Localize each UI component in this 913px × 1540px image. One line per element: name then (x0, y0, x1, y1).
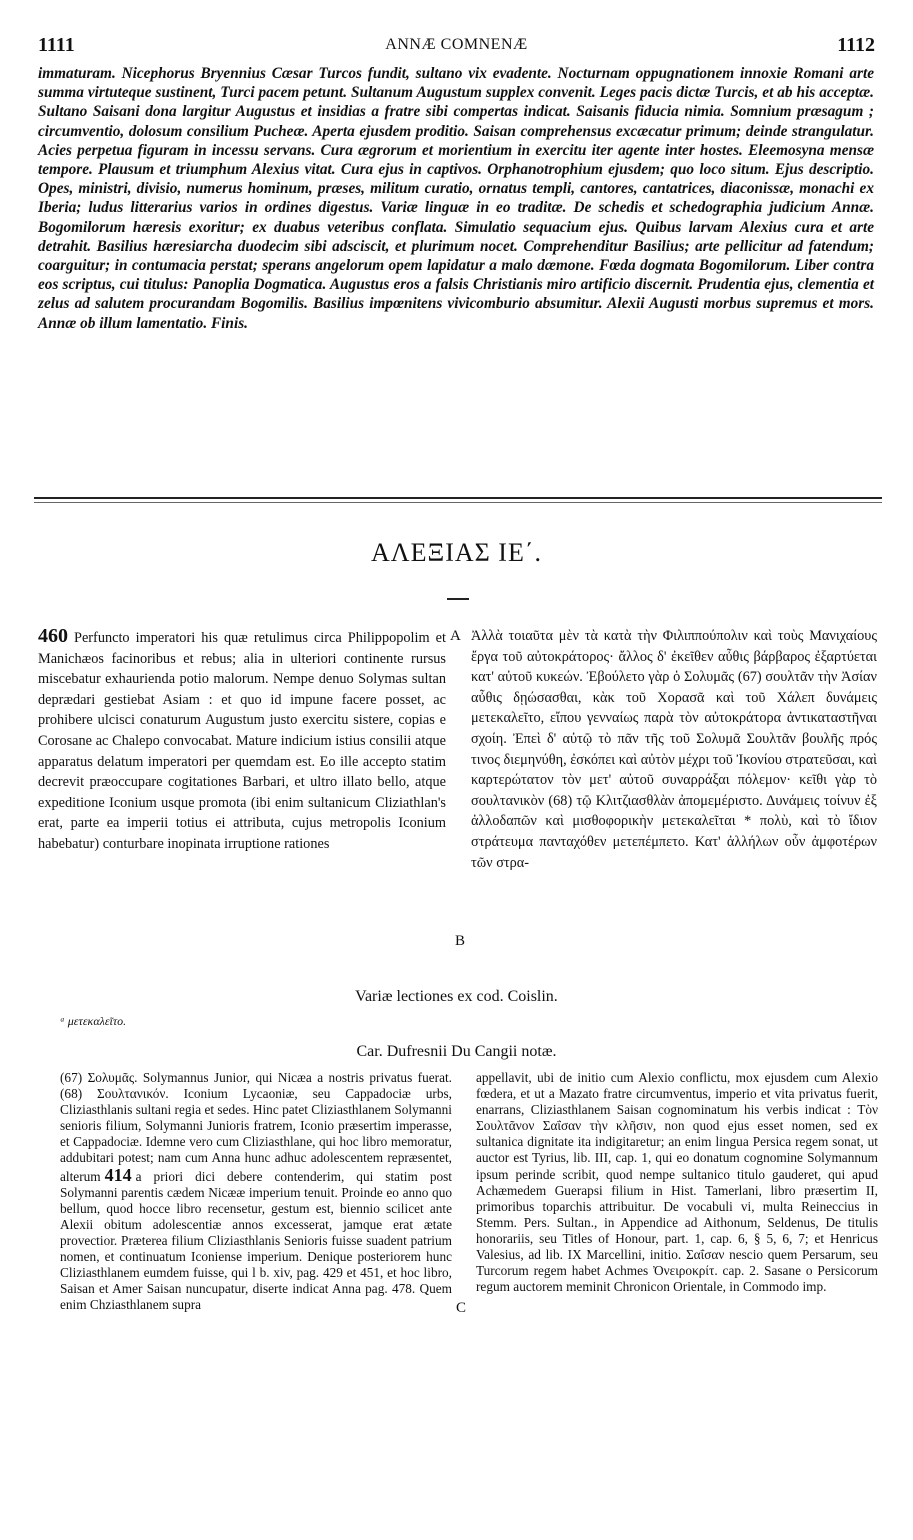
chapter-summary: immaturam. Nicephorus Bryennius Cæsar Turcos fundit, sultano vix evadente. Nocturnam oppugnationem innoxie Romani arte summa virtuteque sustinent, Turci pacem petunt. Sultanum Augustum supplex convenit. Leges pacis dictæ Turcis, et ab his acceptæ. Sultano Saisani dona largitur Augustus et insidias a fratre sibi compertas indicat. Saisanis fiducia nimia. Somnium præsagum ; circumventio, dolosum consilium Pucheæ. Aperta ejusdem proditio. Saisan comprehensus excæcatur primum; deinde strangulatur. Acies perpetua figuram in incessu servans. Cura ægrorum et morientium in exercitu iter agente inter hostes. Eleemosyna mensæ tempore. Plausum et triumphum Alexius vitat. Cura ejus in captivos. Orphanotrophium ejusdem; quo loco situm. Ejus descriptio. Opes, ministri, divisio, numerus hominum, præses, militum curatio, ornatus templi, cantores, cantatrices, diaconissæ, monachi ex Iberia; ludus litterarius varios in ordines digestus. Variæ linguæ in eo traditæ. De schedis et schedographia judicium Annæ. Bogomilorum hæresis exoritur; ex duabus veteribus conflata. Simulatio sequacium ejus. Quibus larvam Alexius cura et arte detrahit. Basilius hæresiarcha duodecim sibi adsciscit, et plurimum nocet. Comprehenditur Basilius; arte pellicitur ad fatendum; coarguitur; in contumacia perstat; sperans angelorum opem lapidatur a malo dæmone. Fœda dogmata Bogomilorum. Liber contra eos scriptus, cui titulus: Panoplia Dogmatica. Augustus eros a falsis Christianis miro artificio discernit. Prudentia ejus, clementia et zelus ad salutem procurandam Bogomilis. Basilius impœnitens vivicomburio absumitur. Alexii Augusti morbus supremus et mors. Annæ ob illum lamentatio. Finis. (38, 65, 874, 332)
margin-letter-a: A (450, 628, 461, 644)
column-number-460: 460 (38, 625, 68, 647)
margin-letter-b: B (455, 933, 466, 949)
book-title: ΑΛΕΞΙΑΣ ΙΕ΄. (371, 538, 542, 567)
running-header (38, 34, 875, 56)
variae-lectiones-title: Variæ lectiones ex cod. Coislin. (355, 988, 558, 1005)
section-rule-thin (34, 502, 882, 503)
notes-left-part-1: (67) Σολυμᾶς. Solymannus Junior, qui Nicæa a nostris privatus fuerat. (68) Σουλτανικόν. Iconium Lycaoniæ, seu Cappadociæ urbs, Cliziasthlanis sultani regia et sedes. Hinc patet Cliziasthlanem Solymanni senioris filium, Solymanni Junioris fratrem, Iconio præsertim imperasse, et Cappadociæ. Idemne vero cum Cliziasthlane, qui hoc libro memoratur, addubitari potest; nam cum Anna hunc adhuc adolescentem repræsentet, alterum (60, 1070, 452, 1184)
notes-left-part-2: a priori dici debere contenderim, qui statim post Solymanni parentis cædem Nicææ imperium tenuit. Proinde eo anno quo bellum, quod hocce libro recensetur, gestum est, biennio scilicet ante Alexii obitum adolescentiæ annos excesserat, jamque erat ætate provectior. Præterea filium Cliziasthlanis Senioris fuisse suadent patrium nomen, et continuatum Iconiense imperium. Denique posteriorem hunc Cliziasthlanem eumdem fuisse, qui l b. xiv, pag. 429 et 451, et hoc libro, Saisan et Amer Saisan nuncupatur, diserte indicat Anna pag. 478. Quem enim Chziasthlanem supra (60, 1168, 452, 1313)
section-rule (34, 497, 882, 499)
variae-lectiones-note: ᵃ μετεκαλεῖτο. (60, 1014, 127, 1028)
dufresne-notes-title: Car. Dufresnii Du Cangii notæ. (356, 1043, 557, 1060)
right-column-number: 1112 (837, 34, 875, 56)
left-column-number: 1111 (38, 34, 75, 56)
latin-text: Perfuncto imperatori his quæ retulimus circa Philippopolim et Manichæos facinoribus et rebus; alia in ulteriori continente rursus miscebatur exhaurienda potio malorum. Nempe denuo Solymas sultan deprædari gestiebat Asiam : et quo id impune facere posset, ac prohibere ulcisci conaturum Augustum justo exercitu sistere, copias e Corosane ac Chalepo convocabat. Mature indicium istius consilii atque apparatus delatum imperatori per quemdam est. Eo ille accepto statim decrevit præoccupare cogitationes Barbari, et ultro illato bello, atque expeditione Iconium usque promota (ibi enim sultanicum Cliziathlan's erat, parte ea imperii totius ei attributa, cujus metropolis Iconium habebatur) conturbare inopinata irruptione rationes (38, 630, 446, 852)
greek-column: Ἀλλὰ τοιαῦτα μὲν τὰ κατὰ τὴν Φιλιππούπολιν καὶ τοὺς Μανιχαίους ἔργα τοῦ αὐτοκράτορος· ἄλλος δ' ἐκεῖθεν αὖθις βάρβαρος ἐξαρτύεται κατ' αὐτοῦ κυκεών. Ἐβούλετο γὰρ ὁ Σολυμᾶς (67) σουλτᾶν τὴν Ἀσίαν αὖθις δῃώσασθαι, κὰκ τοῦ Χορασᾶ καὶ τοῦ Χάλεπ δυνάμεις μετεκαλεῖτο, εἴπου γενναίως παρὰ τὸν αὐτοκράτορα ἀντικαταστῆναι σχοίη. Ἐπεὶ δ' αὐτῷ τὸ πᾶν τῆς τοῦ Σολυμᾶ Σουλτᾶν βουλῆς πρός τινος διεμηνύθη, ἐσκόπει καὶ αὐτὸν μέχρι τοῦ Ἰκονίου στρατεῦσαι, καὶ καρτερώτατον τὸν μετ' αὐτοῦ συναρράξαι πόλεμον· κεῖθι γὰρ τὸ σουλτανικὸν (68) τῷ Κλιτζιασθλὰν ἀπομεμέριστο. Δυνάμεις τοίνυν ἐξ ἀλλοδαπῶν καὶ μισθοφορικὴν μετεκαλεῖται * πολὺ, καὶ τὸ ἴδιον στράτευμα πανταχόθεν μετεπέμπετο. Κατ' ἀλλήλων οὖν ἀμφοτέρων τῶν στρα- (471, 628, 877, 871)
running-title: ANNÆ COMNENÆ (385, 36, 528, 53)
notes-left-column (60, 1070, 452, 1313)
notes-right-column: appellavit, ubi de initio cum Alexio conflictu, mox ejusdem cum Alexio fœdera, et ut a Mazato fratre circumventus, imperio et vita privatus fuerit, enarrans, Cliziasthlanem Saisan cognominatum his verbis indicat : Τὸν Σουλτᾶνον Σαΐσαν τὴν κλῆσιν, non quod ejus esset nomen, sed ex sultanica dignitate ita indigitaretur; an enim lingua Persica regem sonat, ut auctor est Tyrius, lib. III, cap. 1, qui eo donatum cognomine Solymannum ipsum perinde scribit, quod nempe sultanico titulo gauderet, qui apud Achæmedem Guerapsi filium in Hist. Tamerlani, libro præsertim II, primoribus toparchis attribuitur. De vocabuli vi, multa Reineccius in Stemm. Pers. Sultan., in Appendice ad Aithonum, Seldenus, De titulis honorariis, seu Titles of Honour, part. 1, cap. 6, § 5, 6, 7; et Henricus Valesius, ad lib. IX Marcellini, initio. Σαΐσαν nescio quem Persarum, seu Turcorum regem habet Achmes Ὀνειροκρίτ. cap. 2. Sasane o Persicorum regum auctorem meminit Chronicon Orientale, in Commodo imp. (476, 1070, 878, 1295)
inline-column-number: 414 (104, 1164, 132, 1185)
title-dash (447, 598, 469, 600)
margin-letter-c: C (456, 1300, 467, 1316)
latin-column (38, 626, 446, 855)
